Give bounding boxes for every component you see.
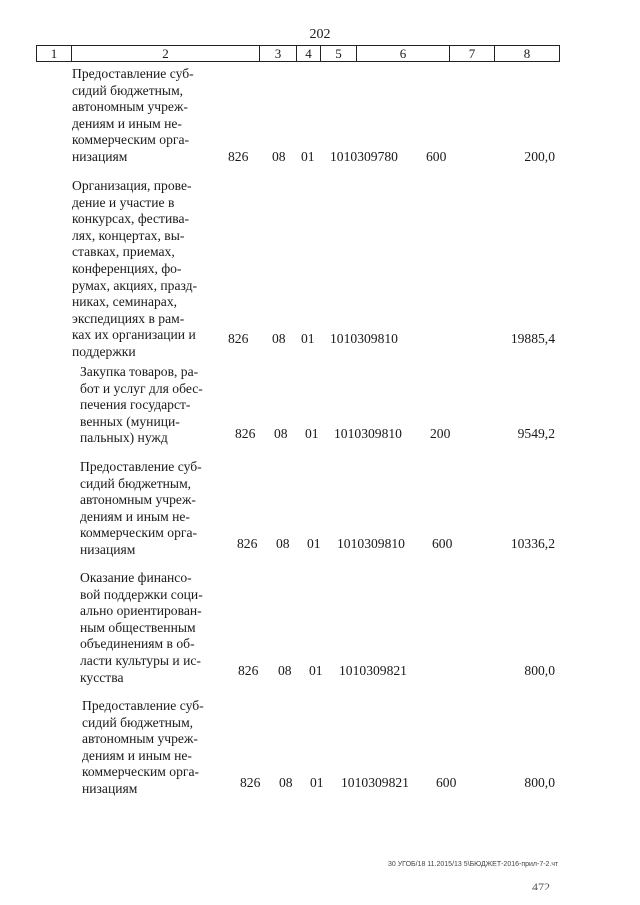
cell-section: 08 (272, 331, 286, 346)
page-number: 202 (309, 27, 331, 42)
sheet-number: 472 (532, 880, 550, 890)
cell-amount: 10336,2 (510, 536, 555, 551)
document-stamp: 30 УГОБ/18 11.2015/13 5\БЮДЖЕТ-2016-прил-7-2.чт (388, 861, 559, 868)
cell-section: 08 (278, 663, 292, 678)
header-col-3: 3 (260, 46, 297, 61)
table-header (36, 45, 560, 62)
header-col-1: 1 (37, 46, 72, 61)
cell-target-article: 1010309810 (334, 426, 402, 441)
cell-section: 08 (272, 149, 286, 164)
header-col-2: 2 (72, 46, 260, 61)
cell-expense-type: 600 (436, 775, 457, 790)
cell-subsection: 01 (301, 331, 315, 346)
cell-target-article: 1010309821 (341, 775, 409, 790)
cell-ministry-code: 826 (238, 663, 259, 678)
row-description: Закупка товаров, ра- бот и услуг для обес- печения государст- венных (муници- пальных) нужд (80, 364, 203, 446)
cell-section: 08 (279, 775, 293, 790)
cell-ministry-code: 826 (240, 775, 261, 790)
row-description: Предоставление суб- сидий бюджетным, автономным учреж- дениям и иным не- коммерческим орга- низациям (72, 66, 194, 164)
header-col-7: 7 (450, 46, 495, 61)
cell-ministry-code: 826 (235, 426, 256, 441)
cell-target-article: 1010309810 (330, 331, 398, 346)
header-col-5: 5 (321, 46, 357, 61)
cell-subsection: 01 (310, 775, 324, 790)
cell-expense-type: 600 (426, 149, 447, 164)
cell-subsection: 01 (301, 149, 315, 164)
cell-target-article: 1010309810 (337, 536, 405, 551)
cell-expense-type: 600 (432, 536, 453, 551)
cell-section: 08 (274, 426, 288, 441)
cell-amount: 9549,2 (517, 426, 555, 441)
cell-amount: 800,0 (524, 663, 555, 678)
row-description: Предоставление суб- сидий бюджетным, автономным учреж- дениям и иным не- коммерческим орга- низациям (80, 459, 202, 557)
cell-ministry-code: 826 (237, 536, 258, 551)
header-col-4: 4 (297, 46, 321, 61)
header-col-8: 8 (523, 46, 531, 61)
row-description: Предоставление суб- сидий бюджетным, автономным учреж- дениям и иным не- коммерческим орга- низациям (82, 698, 204, 796)
row-description: Организация, прове- дение и участие в конкурсах, фестива- лях, концертах, вы- ставках, приемах, конференциях, фо- румах, акциях, празд- никах, семинарах, экспедициях в рам- ках их организации и поддержки (72, 178, 198, 359)
cell-expense-type: 200 (430, 426, 451, 441)
cell-target-article: 1010309821 (339, 663, 407, 678)
header-col-6: 6 (357, 46, 450, 61)
cell-ministry-code: 826 (228, 149, 249, 164)
cell-target-article: 1010309780 (330, 149, 398, 164)
cell-amount: 19885,4 (510, 331, 555, 346)
cell-subsection: 01 (305, 426, 319, 441)
cell-amount: 800,0 (524, 775, 555, 790)
row-description: Оказание финансо- вой поддержки соци- ально ориентирован- ным общественным объединениям в об- ласти культуры и ис- кусства (80, 570, 203, 685)
cell-subsection: 01 (307, 536, 321, 551)
cell-section: 08 (276, 536, 290, 551)
cell-amount: 200,0 (524, 149, 555, 164)
cell-subsection: 01 (309, 663, 323, 678)
cell-ministry-code: 826 (228, 331, 249, 346)
